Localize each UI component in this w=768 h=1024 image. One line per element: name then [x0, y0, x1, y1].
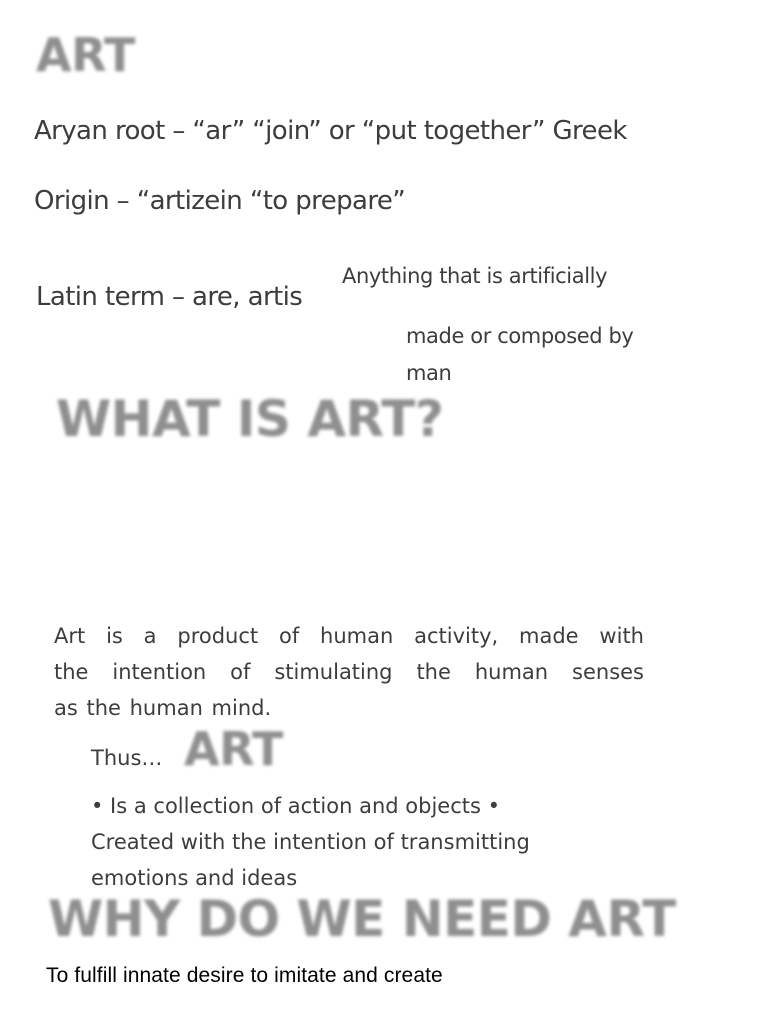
paragraph-line-2: the intention of stimulating the human senses	[54, 660, 644, 684]
bullet-line-2: Created with the intention of transmitting	[91, 830, 530, 854]
definition-line-2: made or composed by	[406, 324, 634, 348]
definition-line-3: man	[406, 361, 452, 385]
art-heading: ART	[36, 28, 135, 82]
definition-line-1: Anything that is artificially	[342, 264, 608, 288]
bullet-line-1: • Is a collection of action and objects •	[91, 794, 500, 818]
latin-term-text: Latin term – are, artis	[36, 282, 303, 312]
paragraph-line-3: as the human mind.	[54, 696, 272, 720]
bullet-line-3: emotions and ideas	[91, 866, 298, 890]
thus-text: Thus…	[91, 746, 163, 770]
origin-text: Origin – “artizein “to prepare”	[34, 186, 406, 216]
aryan-root-text: Aryan root – “ar” “join” or “put together” Greek	[34, 116, 627, 146]
why-need-art-heading: WHY DO WE NEED ART	[48, 890, 676, 948]
what-is-art-heading: WHAT IS ART?	[56, 390, 444, 448]
paragraph-line-1: Art is a product of human activity, made with	[54, 624, 644, 648]
art-definition-paragraph	[54, 618, 644, 726]
answer-text: To fulfill innate desire to imitate and create	[46, 964, 443, 987]
art-subheading: ART	[184, 722, 283, 776]
art-bullet-list	[91, 788, 611, 896]
